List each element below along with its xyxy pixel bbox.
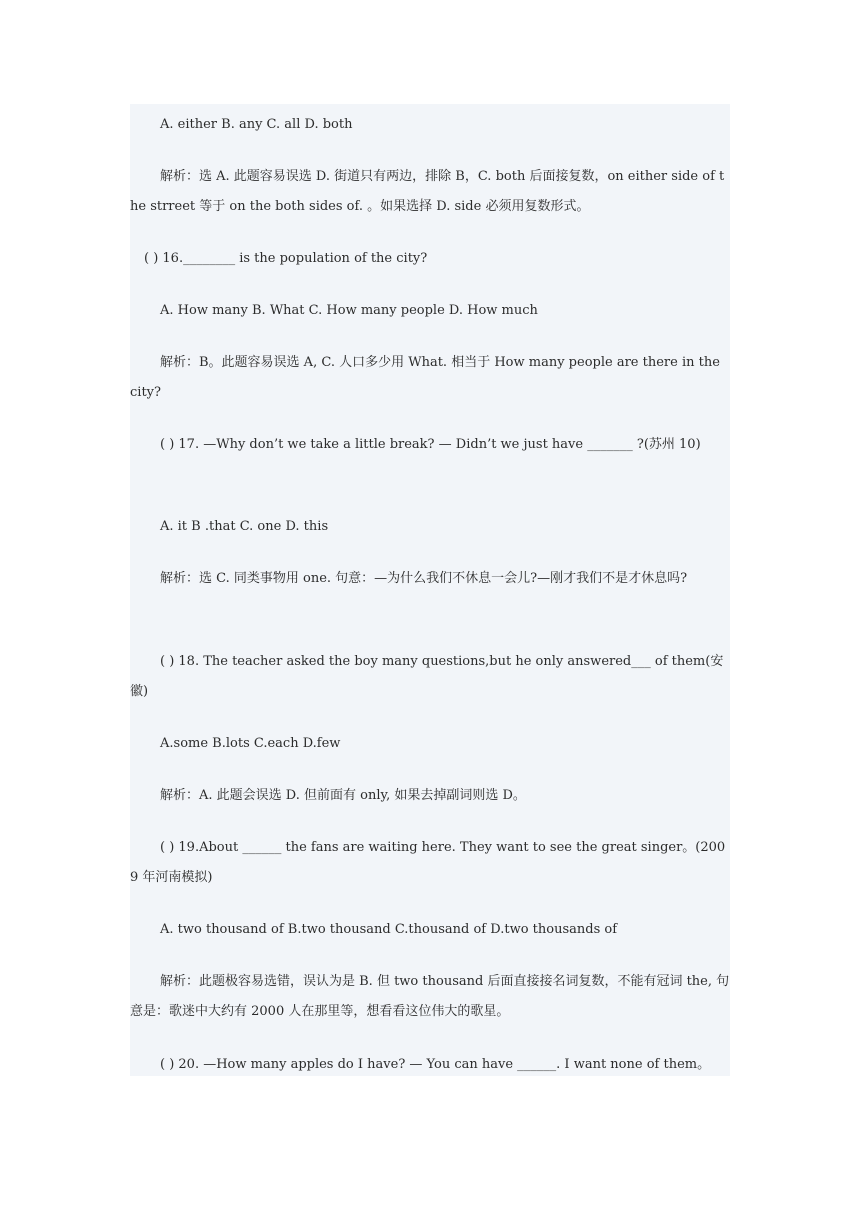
- question-19: [130, 833, 730, 893]
- question-18: [130, 647, 730, 707]
- paragraph: 解析：选 C. 同类事物用 one. 句意：—为什么我们不休息一会儿?—刚才我们不是才休息吗?: [160, 571, 688, 586]
- question-17: [130, 430, 730, 460]
- options-line-17: [130, 512, 730, 542]
- paragraph: A.some B.lots C.each D.few: [160, 736, 341, 751]
- options-line-19: [130, 915, 730, 945]
- explanation-15: [130, 162, 730, 222]
- paragraph: A. How many B. What C. How many people D. How much: [160, 303, 538, 318]
- explanation-18: [130, 781, 730, 811]
- question-20: [130, 1050, 730, 1080]
- paragraph: ( ) 18. The teacher asked the boy many questions,but he only answered___ of them(安徽): [130, 654, 724, 699]
- document-body: [130, 104, 730, 1076]
- paragraph: ( ) 19.About ______ the fans are waiting here. They want to see the great singer。(2009 年河南模拟): [130, 840, 726, 885]
- paragraph: 解析：此题极容易选错，误认为是 B. 但 two thousand 后面直接接名词复数，不能有冠词 the, 句意是：歌迷中大约有 2000 人在那里等，想看看这位伟大的歌星。: [130, 974, 730, 1019]
- options-line-15: [130, 110, 730, 140]
- explanation-17: [130, 564, 730, 594]
- paragraph: 解析：B。此题容易误选 A, C. 人口多少用 What. 相当于 How many people are there in the city?: [130, 355, 725, 400]
- paragraph: ( ) 16.________ is the population of the city?: [144, 251, 428, 266]
- explanation-16: [130, 348, 730, 408]
- paragraph: A. two thousand of B.two thousand C.thousand of D.two thousands of: [160, 922, 618, 937]
- paragraph: ( ) 17. —Why don’t we take a little break? — Didn’t we just have _______ ?(苏州 10): [160, 437, 701, 452]
- question-16: [130, 244, 730, 274]
- paragraph: ( ) 20. —How many apples do I have? — You can have ______. I want none of them。: [160, 1057, 711, 1072]
- paragraph: 解析：A. 此题会误选 D. 但前面有 only, 如果去掉副词则选 D。: [160, 788, 526, 803]
- explanation-19: [130, 967, 730, 1027]
- paragraph: A. it B .that C. one D. this: [160, 519, 329, 534]
- paragraph: A. either B. any C. all D. both: [160, 117, 353, 132]
- options-line-18: [130, 729, 730, 759]
- options-line-16: [130, 296, 730, 326]
- paragraph: 解析：选 A. 此题容易误选 D. 街道只有两边，排除 B，C. both 后面接复数，on either side of the strreet 等于 on the both sides of. 。如果选择 D. side 必须用复数形式。: [130, 169, 725, 214]
